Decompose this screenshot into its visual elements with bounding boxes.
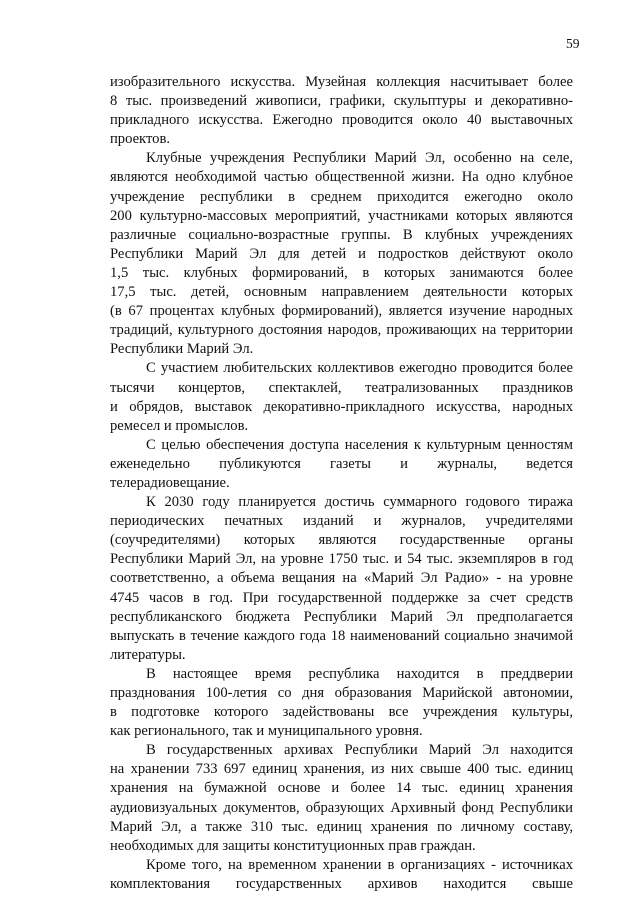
text-line: литературы.: [110, 646, 186, 663]
text-line: соответственно, а объема вещания на «Марий Эл Радио» - на уровне: [110, 570, 573, 587]
text-line: необходимых для защиты конституционных прав граждан.: [110, 837, 476, 854]
page-number: 59: [566, 36, 580, 51]
text-line: комплектования государственных архивов находится свыше: [110, 875, 573, 892]
paragraph: [110, 359, 573, 435]
text-line: С участием любительских коллективов ежегодно проводится более: [146, 360, 573, 377]
text-line: являются необходимой частью общественной жизни. На одно клубное: [110, 169, 573, 186]
text-line: В настоящее время республика находится в преддверии: [146, 665, 573, 682]
paragraph: [110, 856, 573, 894]
text-line: и обрядов, выставок декоративно-прикладного искусства, народных: [110, 398, 573, 415]
text-line: на хранении 733 697 единиц хранения, из них свыше 400 тыс. единиц: [110, 761, 573, 778]
text-line: телерадиовещание.: [110, 474, 230, 491]
text-line: В государственных архивах Республики Марий Эл находится: [146, 742, 573, 759]
text-line: Клубные учреждения Республики Марий Эл, особенно на селе,: [146, 150, 573, 167]
text-line: проектов.: [110, 131, 170, 148]
text-line: Кроме того, на временном хранении в организациях - источниках: [146, 856, 573, 873]
body-text: [110, 73, 573, 894]
paragraph: [110, 665, 573, 741]
text-line: изобразительного искусства. Музейная коллекция насчитывает более: [110, 74, 573, 90]
text-line: периодических печатных изданий и журналов, учредителями: [110, 513, 573, 530]
paragraph: [110, 73, 573, 149]
paragraph: [110, 493, 573, 665]
text-line: 8 тыс. произведений живописи, графики, скульптуры и декоративно-: [110, 93, 573, 110]
text-line: Республики Марий Эл.: [110, 341, 254, 358]
text-line: учреждение республики в среднем приходится ежегодно около: [110, 188, 573, 205]
text-line: тысячи концертов, спектаклей, театрализованных праздников: [110, 379, 573, 396]
text-line: еженедельно публикуются газеты и журналы, ведется: [110, 455, 573, 472]
text-line: (соучредителями) которых являются государственные органы: [110, 532, 573, 549]
text-line: Марий Эл, а также 310 тыс. единиц хранения по личному составу,: [110, 818, 573, 835]
paragraph: [110, 149, 573, 359]
text-line: Республики Марий Эл, на уровне 1750 тыс. и 54 тыс. экземпляров в год: [110, 551, 573, 568]
text-line: хранения на бумажной основе и более 14 тыс. единиц хранения: [110, 780, 573, 797]
paragraph: [110, 436, 573, 493]
text-line: различные социально-возрастные группы. В клубных учреждениях: [110, 226, 573, 243]
text-line: выпускать в течение каждого года 18 наименований социально значимой: [110, 627, 573, 644]
text-line: аудиовизуальных документов, образующих Архивный фонд Республики: [110, 799, 573, 816]
text-line: 200 культурно-массовых мероприятий, участниками которых являются: [110, 207, 573, 224]
paragraph: [110, 741, 573, 856]
text-line: традиций, культурного достояния народов, проживающих на территории: [110, 322, 573, 339]
text-line: в подготовке которого задействованы все учреждения культуры,: [110, 704, 573, 721]
text-line: Республики Марий Эл для детей и подростков действуют около: [110, 245, 573, 262]
text-line: ремесел и промыслов.: [110, 417, 249, 434]
text-line: 17,5 тыс. детей, основным направлением деятельности которых: [110, 284, 573, 301]
text-line: 1,5 тыс. клубных формирований, в которых занимаются более: [110, 264, 573, 281]
text-line: К 2030 году планируется достичь суммарного годового тиража: [146, 494, 573, 511]
text-line: празднования 100-летия со дня образования Марийской автономии,: [110, 685, 573, 701]
text-line: республиканского бюджета Республики Марий Эл предполагается: [110, 608, 573, 625]
text-line: (в 67 процентах клубных формирований), является изучение народных: [110, 303, 573, 320]
text-line: прикладного искусства. Ежегодно проводится около 40 выставочных: [110, 112, 573, 129]
text-line: 4745 часов в год. При государственной поддержке за счет средств: [110, 589, 573, 606]
text-line: С целью обеспечения доступа населения к культурным ценностям: [146, 436, 573, 453]
text-line: как регионального, так и муниципального уровня.: [110, 723, 423, 740]
